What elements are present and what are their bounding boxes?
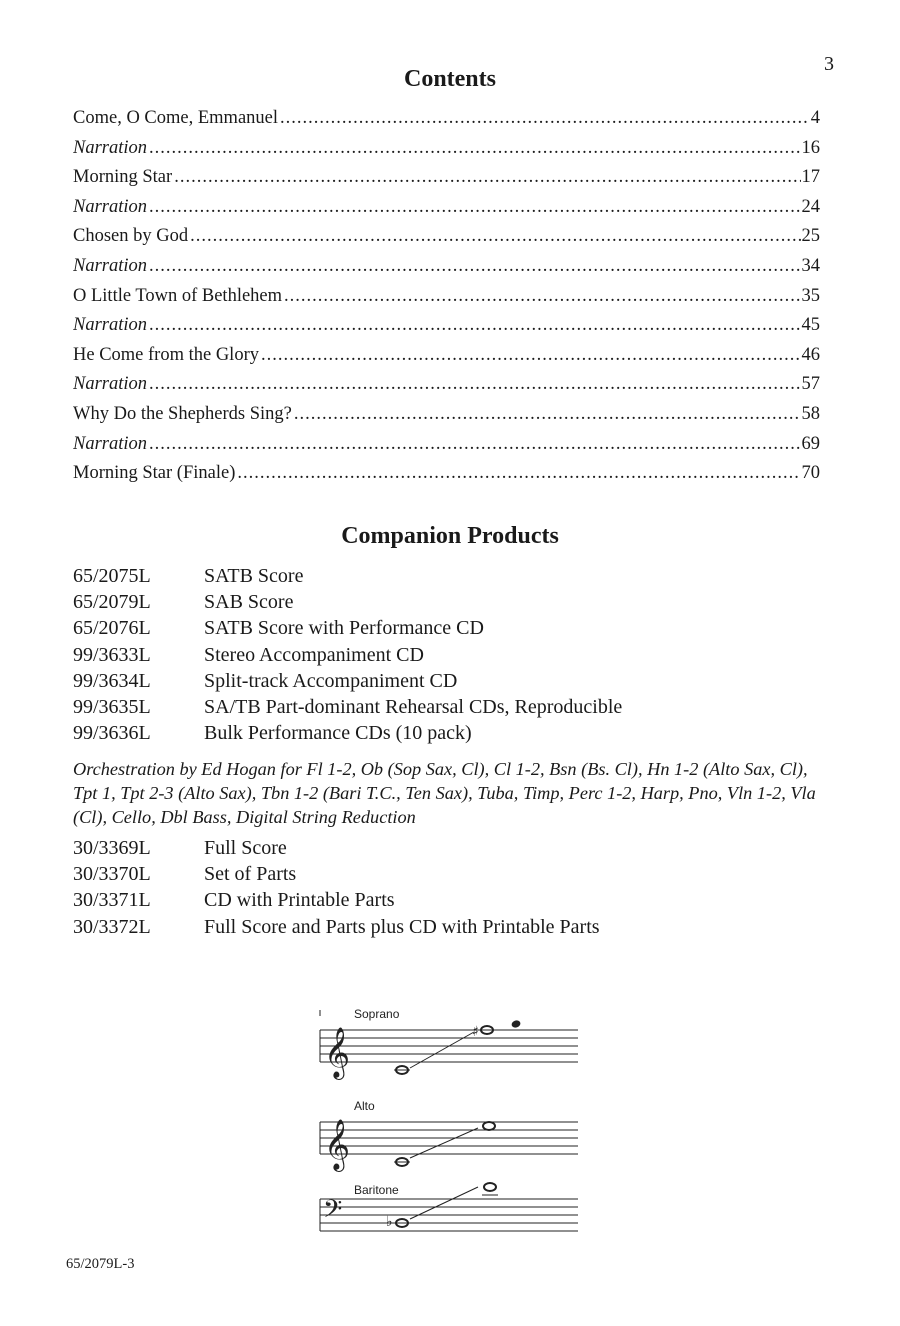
toc-entry bbox=[73, 404, 820, 434]
toc-entry-page: 58 bbox=[801, 403, 820, 424]
toc-entry-page: 46 bbox=[801, 344, 820, 365]
product-row bbox=[73, 696, 833, 722]
toc-entry-title: Come, O Come, Emmanuel bbox=[73, 108, 279, 128]
toc-entry bbox=[73, 345, 820, 375]
toc-dot-leader bbox=[259, 345, 801, 366]
toc-dot-leader bbox=[292, 404, 801, 425]
product-description: Set of Parts bbox=[204, 863, 297, 886]
product-description: CD with Printable Parts bbox=[204, 889, 395, 912]
toc-dot-leader bbox=[188, 226, 800, 247]
bass-clef-icon: 𝄢 bbox=[323, 1195, 343, 1230]
toc-entry-title: Chosen by God bbox=[73, 226, 189, 247]
companion-products-heading: Companion Products bbox=[341, 523, 559, 549]
product-description: Stereo Accompaniment CD bbox=[204, 643, 424, 666]
product-row bbox=[73, 617, 833, 643]
product-code: 65/2075L bbox=[73, 565, 151, 587]
page-number: 3 bbox=[824, 53, 834, 75]
baritone-label: Baritone bbox=[354, 1183, 399, 1197]
toc-entry bbox=[73, 463, 820, 493]
product-code: 30/3369L bbox=[73, 837, 151, 859]
toc-entry-title: Narration bbox=[73, 315, 148, 336]
product-code: 99/3634L bbox=[73, 669, 151, 692]
toc-entry bbox=[73, 374, 820, 404]
product-row bbox=[73, 863, 833, 889]
toc-dot-leader bbox=[235, 463, 800, 484]
toc-entry-title: He Come from the Glory bbox=[73, 344, 259, 365]
contents-heading: Contents bbox=[403, 66, 496, 92]
soprano-optional-note bbox=[511, 1019, 522, 1029]
toc-entry bbox=[73, 108, 820, 138]
baritone-high-note bbox=[484, 1183, 496, 1191]
product-row bbox=[73, 837, 833, 863]
toc-entry-title: Narration bbox=[73, 255, 148, 276]
soprano-label: Soprano bbox=[354, 1007, 400, 1021]
toc-entry bbox=[73, 286, 820, 316]
toc-entry-page: 35 bbox=[801, 285, 820, 306]
toc-entry-title: Morning Star (Finale) bbox=[73, 463, 236, 484]
toc-entry-page: 25 bbox=[801, 226, 820, 247]
product-row bbox=[73, 591, 833, 617]
toc-entry-page: 16 bbox=[801, 137, 820, 158]
toc-entry-page: 17 bbox=[801, 167, 820, 188]
toc-dot-leader bbox=[172, 167, 800, 188]
toc-dot-leader bbox=[147, 434, 800, 455]
toc-dot-leader bbox=[147, 138, 800, 159]
product-code: 99/3636L bbox=[73, 722, 151, 745]
toc-dot-leader bbox=[147, 315, 800, 336]
product-description: SA/TB Part-dominant Rehearsal CDs, Reproducible bbox=[204, 695, 623, 718]
product-description: SATB Score with Performance CD bbox=[204, 617, 484, 640]
toc-entry-page: 34 bbox=[801, 255, 820, 276]
treble-clef-icon: 𝄞 bbox=[324, 1027, 351, 1078]
toc-dot-leader bbox=[147, 197, 800, 218]
table-of-contents bbox=[73, 108, 820, 493]
product-row bbox=[73, 565, 833, 591]
orchestra-products-list bbox=[73, 837, 833, 942]
toc-entry bbox=[73, 138, 820, 168]
toc-entry bbox=[73, 256, 820, 286]
toc-entry-page: 24 bbox=[801, 196, 820, 217]
product-description: Bulk Performance CDs (10 pack) bbox=[204, 722, 472, 745]
product-code: 30/3371L bbox=[73, 889, 151, 912]
product-description: Full Score and Parts plus CD with Printable Parts bbox=[204, 915, 600, 938]
alto-high-note bbox=[483, 1122, 495, 1130]
toc-entry-page: 4 bbox=[810, 108, 820, 128]
product-row bbox=[73, 644, 833, 670]
product-description: SATB Score bbox=[204, 565, 304, 587]
product-description: SAB Score bbox=[204, 591, 294, 614]
toc-entry-title: O Little Town of Bethlehem bbox=[73, 285, 283, 306]
product-code: 30/3372L bbox=[73, 915, 151, 938]
toc-entry-title: Narration bbox=[73, 374, 148, 395]
toc-entry-page: 45 bbox=[801, 315, 820, 336]
product-row bbox=[73, 916, 833, 942]
toc-dot-leader bbox=[147, 374, 800, 395]
product-row bbox=[73, 670, 833, 696]
toc-entry bbox=[73, 167, 820, 197]
toc-entry bbox=[73, 315, 820, 345]
toc-entry-page: 69 bbox=[801, 433, 820, 454]
vocal-ranges-figure bbox=[318, 1000, 588, 1240]
product-code: 65/2079L bbox=[73, 591, 151, 614]
product-description: Full Score bbox=[204, 837, 287, 859]
toc-entry bbox=[73, 434, 820, 464]
choral-products-list bbox=[73, 565, 833, 748]
sharp-icon: ♯ bbox=[472, 1024, 479, 1040]
flat-icon: ♭ bbox=[386, 1214, 393, 1230]
toc-dot-leader bbox=[147, 256, 800, 277]
toc-dot-leader bbox=[282, 286, 800, 307]
toc-entry-title: Narration bbox=[73, 433, 148, 454]
toc-entry-page: 70 bbox=[801, 463, 820, 484]
product-code: 99/3633L bbox=[73, 643, 151, 666]
product-code: 99/3635L bbox=[73, 695, 151, 718]
product-code: 30/3370L bbox=[73, 863, 151, 886]
toc-entry-title: Narration bbox=[73, 137, 148, 158]
toc-entry-title: Morning Star bbox=[73, 167, 173, 188]
product-description: Split-track Accompaniment CD bbox=[204, 669, 458, 692]
toc-dot-leader bbox=[278, 108, 810, 129]
toc-entry-title: Narration bbox=[73, 196, 148, 217]
footer-catalog-code: 65/2079L-3 bbox=[66, 1256, 135, 1272]
toc-entry-page: 57 bbox=[801, 374, 820, 395]
product-row bbox=[73, 722, 833, 748]
alto-label: Alto bbox=[354, 1099, 375, 1113]
toc-entry bbox=[73, 197, 820, 227]
treble-clef-icon: 𝄞 bbox=[324, 1119, 351, 1170]
product-code: 65/2076L bbox=[73, 617, 151, 640]
toc-entry-title: Why Do the Shepherds Sing? bbox=[73, 403, 292, 424]
product-row bbox=[73, 889, 833, 915]
toc-entry bbox=[73, 226, 820, 256]
orchestration-note: Orchestration by Ed Hogan for Fl 1-2, Ob (Sop Sax, Cl), Cl 1-2, Bsn (Bs. Cl), Hn 1-2 (Alto Sax, Cl), Tpt 1, Tpt 2-3 (Alto Sax), Tbn 1-2 (Bari T.C., Ten Sax), Tuba, Timp, Perc 1-2, Harp, Pno, Vln 1-2, Vla (Cl), Cello, Dbl Bass, Digital String Reduction bbox=[73, 759, 816, 827]
